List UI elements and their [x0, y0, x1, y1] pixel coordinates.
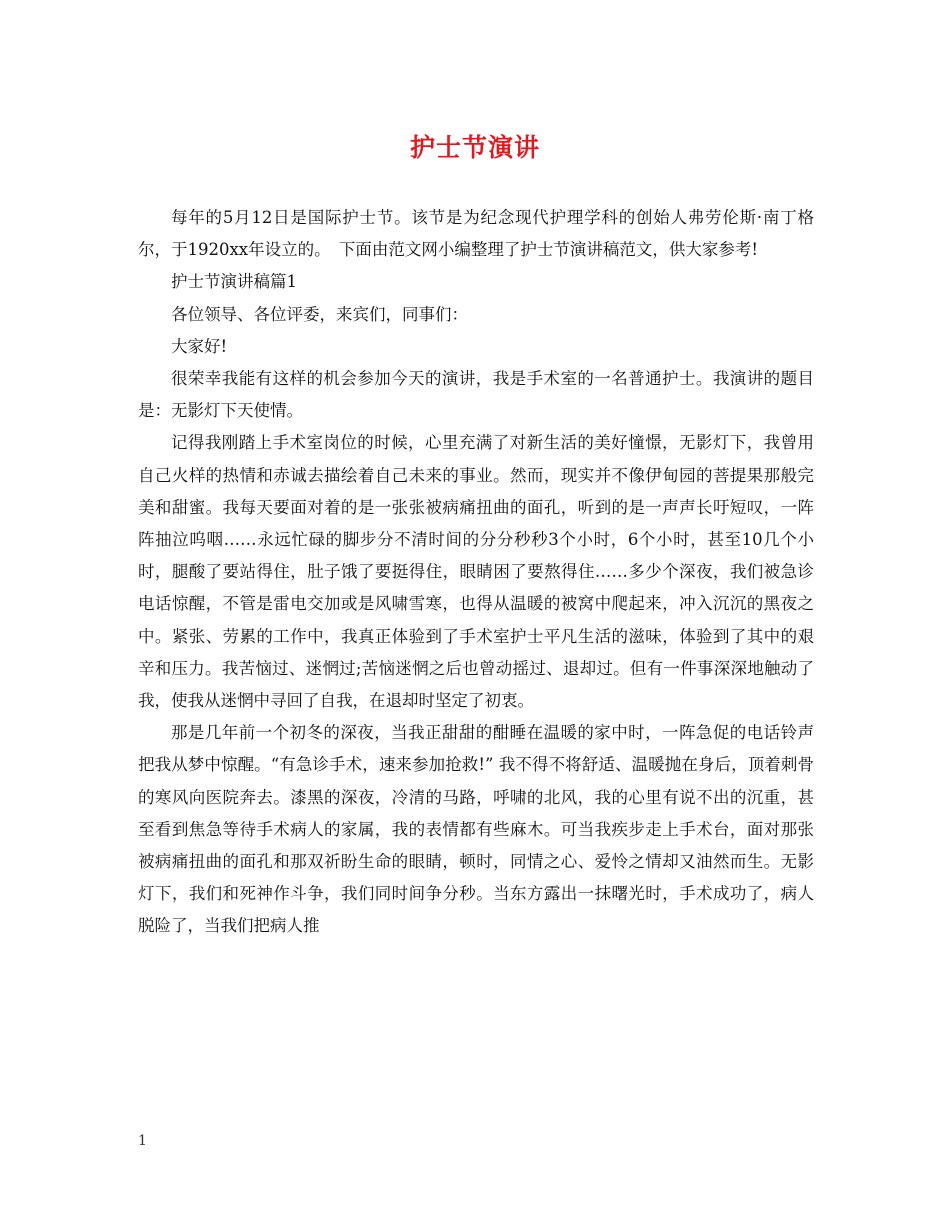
document-body: [138, 202, 814, 943]
paragraph-topic: 很荣幸我能有这样的机会参加今天的演讲，我是手术室的一名普通护士。我演讲的题目是：无影灯下天使情。: [138, 369, 814, 421]
paragraph-intro: 每年的5月12日是国际护士节。该节是为纪念现代护理学科的创始人弗劳伦斯·南丁格尔，于1920xx年设立的。 下面由范文网小编整理了护士节演讲稿范文，供大家参考!: [138, 208, 814, 260]
paragraph-story: 那是几年前一个初冬的深夜，当我正甜甜的酣睡在温暖的家中时，一阵急促的电话铃声把我从梦中惊醒。“有急诊手术，速来参加抢救!” 我不得不将舒适、温暖抛在身后，顶着刺骨的寒风向医院奔去。漆黑的深夜，冷清的马路，呼啸的北风，我的心里有说不出的沉重，甚至看到焦急等待手术病人的家属，我的表情都有些麻木。可当我疾步走上手术台，面对那张被病痛扭曲的面孔和那双祈盼生命的眼睛，顿时，同情之心、爱怜之情却又油然而生。无影灯下，我们和死神作斗争，我们同时间争分秒。当东方露出一抹曙光时，手术成功了，病人脱险了，当我们把病人推: [138, 723, 814, 936]
paragraph-memory: 记得我刚踏上手术室岗位的时候，心里充满了对新生活的美好憧憬，无影灯下，我曾用自己火样的热情和赤诚去描绘着自己未来的事业。然而，现实并不像伊甸园的菩提果那般完美和甜蜜。我每天要面对着的是一张张被病痛扭曲的面孔，听到的是一声声长吁短叹，一阵阵抽泣呜咽……永远忙碌的脚步分不清时间的分分秒秒3个小时，6个小时，甚至10几个小时，腿酸了要站得住，肚子饿了要挺得住，眼睛困了要熬得住……多少个深夜，我们被急诊电话惊醒，不管是雷电交加或是风啸雪寒，也得从温暖的被窝中爬起来，冲入沉沉的黑夜之中。紧张、劳累的工作中，我真正体验到了手术室护士平凡生活的滋味，体验到了其中的艰辛和压力。我苦恼过、迷惘过;苦恼迷惘之后也曾动摇过、退却过。但有一件事深深地触动了我，使我从迷惘中寻回了自我，在退却时坚定了初衷。: [138, 433, 814, 711]
paragraph-greeting: 大家好!: [171, 336, 228, 356]
paragraph-section-heading: 护士节演讲稿篇1: [171, 272, 297, 292]
paragraph-salutation: 各位领导、各位评委，来宾们，同事们：: [171, 304, 468, 324]
document-title: 护士节演讲: [409, 133, 540, 162]
page-number: 1: [138, 1133, 147, 1149]
